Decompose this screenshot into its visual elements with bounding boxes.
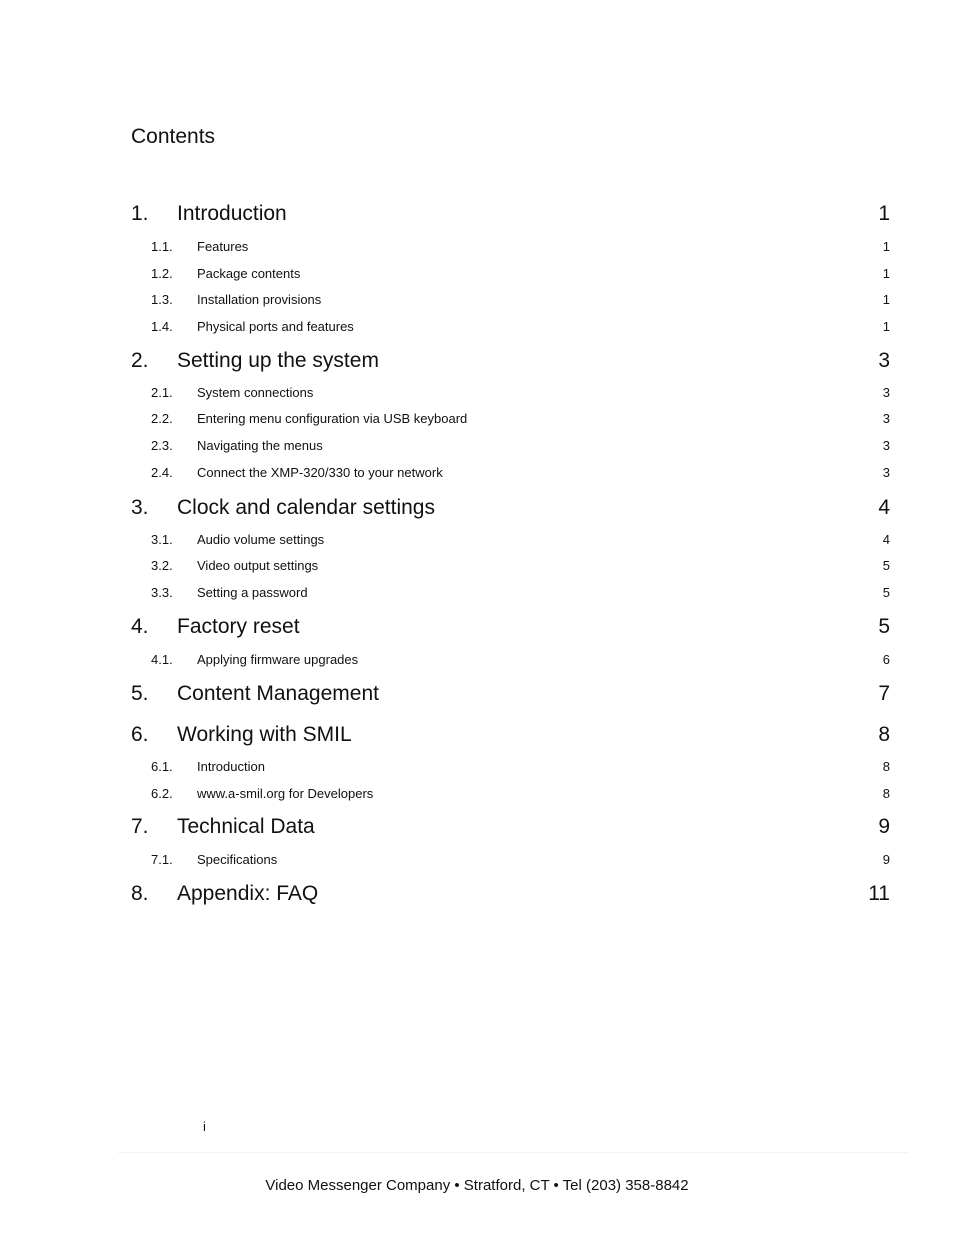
toc-subentry-number: 2.2. bbox=[151, 411, 173, 426]
toc-entry-page: 8 bbox=[878, 723, 890, 746]
toc-subentry-title: Features bbox=[197, 239, 249, 254]
toc-subentry-audio-volume[interactable] bbox=[131, 532, 890, 552]
page-title: Contents bbox=[131, 125, 216, 148]
toc-entry-title: Technical Data bbox=[177, 815, 315, 838]
toc-entry-title: Factory reset bbox=[177, 615, 300, 638]
toc-subentry-system-connections[interactable] bbox=[131, 385, 890, 405]
toc-entry-page: 11 bbox=[868, 882, 890, 905]
toc-subentry-number: 3.2. bbox=[151, 558, 173, 573]
toc-entry-number: 6. bbox=[131, 723, 149, 746]
toc-subentry-smil-developers[interactable] bbox=[131, 786, 890, 806]
toc-entry-page: 1 bbox=[878, 202, 890, 225]
toc-subentry-title: Audio volume settings bbox=[197, 532, 325, 547]
toc-subentry-page: 1 bbox=[882, 292, 890, 307]
toc-subentry-title: Package contents bbox=[197, 266, 301, 281]
toc-entry-number: 5. bbox=[131, 682, 149, 705]
toc-subentry-title: Applying firmware upgrades bbox=[197, 652, 359, 667]
toc-subentry-number: 3.1. bbox=[151, 532, 173, 547]
toc-entry-factory-reset[interactable] bbox=[131, 615, 890, 645]
toc-subentry-firmware-upgrades[interactable] bbox=[131, 652, 890, 672]
toc-subentry-navigating-menus[interactable] bbox=[131, 438, 890, 458]
toc-subentry-title: Specifications bbox=[197, 852, 278, 867]
toc-subentry-page: 5 bbox=[882, 585, 890, 600]
toc-entry-introduction[interactable] bbox=[131, 202, 890, 232]
toc-entry-title: Clock and calendar settings bbox=[177, 496, 435, 519]
toc-entry-page: 5 bbox=[878, 615, 890, 638]
toc-subentry-specifications[interactable] bbox=[131, 852, 890, 872]
toc-subentry-page: 6 bbox=[882, 652, 890, 667]
toc-entry-page: 3 bbox=[878, 349, 890, 372]
toc-subentry-page: 8 bbox=[882, 759, 890, 774]
toc-subentry-title: Setting a password bbox=[197, 585, 308, 600]
toc-subentry-features[interactable] bbox=[131, 239, 890, 259]
toc-subentry-installation-provisions[interactable] bbox=[131, 292, 890, 312]
toc-entry-page: 4 bbox=[878, 496, 890, 519]
toc-subentry-number: 6.2. bbox=[151, 786, 173, 801]
toc-subentry-title: Connect the XMP-320/330 to your network bbox=[197, 465, 443, 480]
toc-entry-technical-data[interactable] bbox=[131, 815, 890, 845]
toc-subentry-page: 3 bbox=[882, 465, 890, 480]
toc-subentry-menu-configuration[interactable] bbox=[131, 411, 890, 431]
toc-subentry-title: Introduction bbox=[197, 759, 265, 774]
toc-subentry-number: 1.1. bbox=[151, 239, 173, 254]
toc-subentry-number: 3.3. bbox=[151, 585, 173, 600]
toc-entry-clock-calendar-settings[interactable] bbox=[131, 496, 890, 526]
toc-subentry-page: 3 bbox=[882, 438, 890, 453]
toc-entry-number: 1. bbox=[131, 202, 149, 225]
toc-entry-title: Content Management bbox=[177, 682, 379, 705]
toc-subentry-page: 1 bbox=[882, 239, 890, 254]
toc-subentry-number: 2.3. bbox=[151, 438, 173, 453]
toc-entry-title: Appendix: FAQ bbox=[177, 882, 319, 905]
toc-subentry-connect-network[interactable] bbox=[131, 465, 890, 485]
toc-subentry-number: 1.2. bbox=[151, 266, 173, 281]
toc-entry-number: 3. bbox=[131, 496, 149, 519]
toc-subentry-number: 4.1. bbox=[151, 652, 173, 667]
toc-entry-number: 4. bbox=[131, 615, 149, 638]
toc-entry-number: 8. bbox=[131, 882, 149, 905]
toc-subentry-title: www.a-smil.org for Developers bbox=[197, 786, 374, 801]
toc-subentry-title: Navigating the menus bbox=[197, 438, 323, 453]
toc-entry-page: 9 bbox=[878, 815, 890, 838]
toc-subentry-package-contents[interactable] bbox=[131, 266, 890, 286]
toc-subentry-page: 5 bbox=[882, 558, 890, 573]
toc-entry-working-with-smil[interactable] bbox=[131, 723, 890, 753]
toc-subentry-page: 3 bbox=[882, 385, 890, 400]
toc-entry-number: 2. bbox=[131, 349, 149, 372]
toc-subentry-page: 9 bbox=[882, 852, 890, 867]
toc-subentry-title: Physical ports and features bbox=[197, 319, 354, 334]
toc-subentry-number: 1.3. bbox=[151, 292, 173, 307]
toc-subentry-page: 8 bbox=[882, 786, 890, 801]
toc-subentry-title: Installation provisions bbox=[197, 292, 322, 307]
toc-subentry-physical-ports[interactable] bbox=[131, 319, 890, 339]
toc-entry-title: Introduction bbox=[177, 202, 287, 225]
footer-text: Video Messenger Company • Stratford, CT • Tel (203) 358-8842 bbox=[265, 1177, 689, 1194]
toc-subentry-page: 3 bbox=[882, 411, 890, 426]
toc-subentry-number: 2.4. bbox=[151, 465, 173, 480]
toc-subentry-number: 2.1. bbox=[151, 385, 173, 400]
footer-divider bbox=[118, 1152, 908, 1153]
toc-subentry-video-output[interactable] bbox=[131, 558, 890, 578]
page-number: i bbox=[203, 1119, 206, 1134]
toc-subentry-page: 1 bbox=[882, 319, 890, 334]
toc-subentry-title: Entering menu configuration via USB keyboard bbox=[197, 411, 468, 426]
toc-entry-number: 7. bbox=[131, 815, 149, 838]
toc-subentry-title: System connections bbox=[197, 385, 314, 400]
toc-entry-content-management[interactable] bbox=[131, 682, 890, 712]
toc-subentry-number: 7.1. bbox=[151, 852, 173, 867]
toc-entry-page: 7 bbox=[878, 682, 890, 705]
toc-entry-setting-up-the-system[interactable] bbox=[131, 349, 890, 379]
toc-subentry-page: 4 bbox=[882, 532, 890, 547]
toc-subentry-setting-password[interactable] bbox=[131, 585, 890, 605]
toc-subentry-page: 1 bbox=[882, 266, 890, 281]
toc-subentry-title: Video output settings bbox=[197, 558, 319, 573]
toc-subentry-number: 1.4. bbox=[151, 319, 173, 334]
toc-subentry-smil-introduction[interactable] bbox=[131, 759, 890, 779]
toc-entry-title: Working with SMIL bbox=[177, 723, 352, 746]
toc-entry-title: Setting up the system bbox=[177, 349, 379, 372]
toc-subentry-number: 6.1. bbox=[151, 759, 173, 774]
toc-entry-appendix-faq[interactable] bbox=[131, 882, 890, 912]
